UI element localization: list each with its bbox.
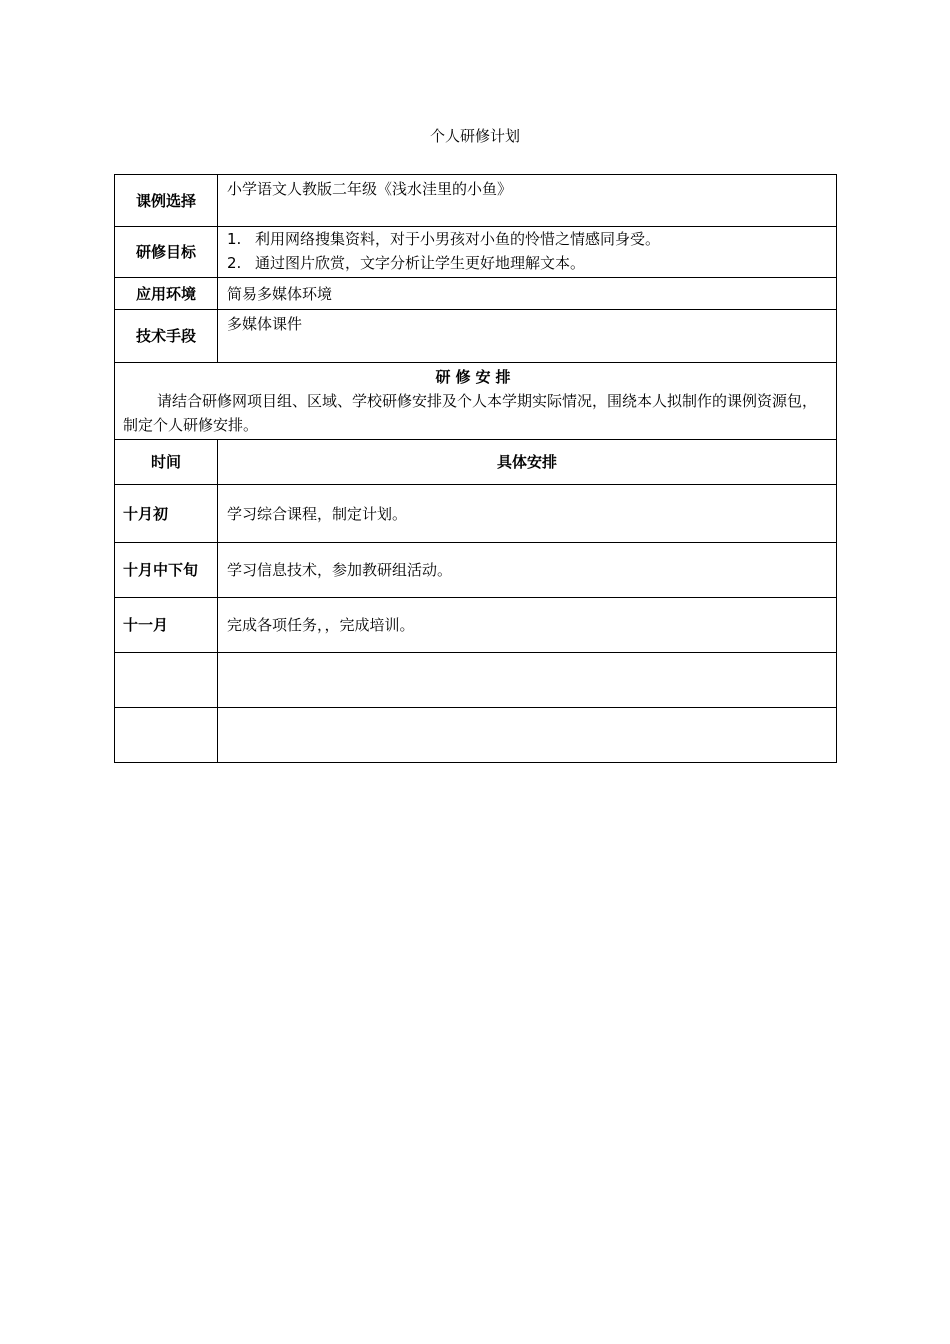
plan-column-header: 具体安排 [218, 440, 837, 485]
schedule-row [115, 543, 837, 598]
schedule-time [115, 653, 218, 708]
document-title: 个人研修计划 [429, 127, 520, 145]
lesson-value: 小学语文人教版二年级《浅水洼里的小鱼》 [218, 175, 837, 227]
goals-label: 研修目标 [115, 227, 218, 278]
goals-row [115, 227, 837, 278]
schedule-header-row [115, 440, 837, 485]
schedule-row [115, 598, 837, 653]
schedule-plan: 学习信息技术，参加教研组活动。 [218, 543, 837, 598]
goals-list [218, 227, 837, 278]
schedule-time: 十一月 [115, 598, 218, 653]
lesson-row [115, 175, 837, 227]
arrangement-heading: 研修安排 [435, 368, 516, 386]
goal-number: 1. [227, 230, 242, 248]
plan-table [114, 174, 837, 763]
arrangement-row [115, 363, 837, 440]
technique-label: 技术手段 [115, 310, 218, 363]
arrangement-description: 请结合研修网项目组、区域、学校研修安排及个人本学期实际情况，围绕本人拟制作的课例资源包，制定个人研修安排。 [123, 392, 818, 434]
schedule-plan: 完成各项任务，，完成培训。 [218, 598, 837, 653]
environment-row [115, 278, 837, 310]
technique-row [115, 310, 837, 363]
technique-value: 多媒体课件 [218, 310, 837, 363]
schedule-plan: 学习综合课程，制定计划。 [218, 485, 837, 543]
schedule-row [115, 653, 837, 708]
goal-text: 利用网络搜集资料，对于小男孩对小鱼的怜惜之情感同身受。 [255, 230, 661, 248]
environment-value: 简易多媒体环境 [218, 278, 837, 310]
schedule-plan [218, 708, 837, 763]
goal-item [227, 227, 836, 251]
schedule-time: 十月初 [115, 485, 218, 543]
environment-label: 应用环境 [115, 278, 218, 310]
schedule-time: 十月中下旬 [115, 543, 218, 598]
goal-item [227, 251, 836, 275]
time-column-header: 时间 [115, 440, 218, 485]
goal-text: 通过图片欣赏，文字分析让学生更好地理解文本。 [255, 254, 586, 272]
schedule-plan [218, 653, 837, 708]
goal-number: 2. [227, 254, 242, 272]
arrangement-section [115, 363, 837, 440]
schedule-row [115, 708, 837, 763]
lesson-label: 课例选择 [115, 175, 218, 227]
schedule-row [115, 485, 837, 543]
schedule-time [115, 708, 218, 763]
